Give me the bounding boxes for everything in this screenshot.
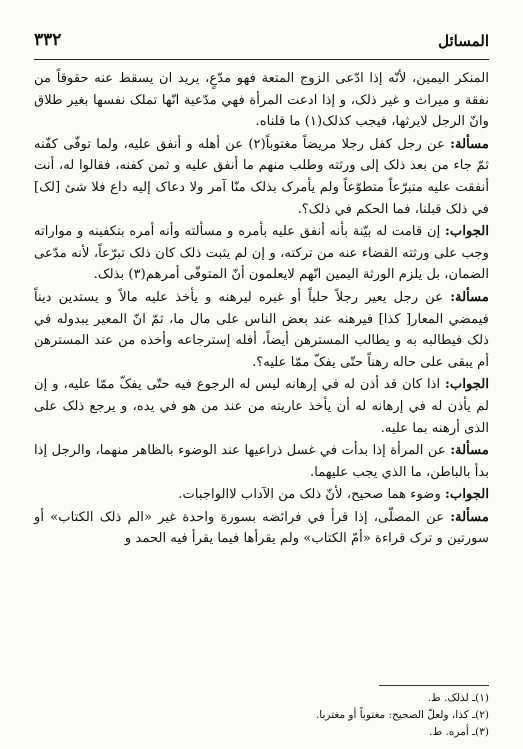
paragraph: [34, 221, 489, 286]
question-label: مسألة:: [450, 136, 489, 152]
footnote: (١)ـ لذلک. ط.: [427, 692, 489, 704]
footnote-rule: [379, 685, 489, 686]
paragraph-text: عن المرأة إذا بدأت في غسل ذراعيها عند الوضوء بالظاهر منهما، والرجل إذا بدأ بالباطن، ما الذي يجب عليهما.: [34, 443, 489, 480]
page-header: [34, 30, 489, 56]
paragraph: [34, 287, 489, 373]
answer-label: الجواب:: [445, 377, 489, 393]
paragraph-text: إن قامت له بيّنة بأنه أنفق عليه بأمره و مسألته وأنه أمره بتكفينه و مواراته وجب على ورثته القضاء عنه من تركته، و إن لم يثبت ذلک كان ذلک تبرّعاً، لأنه مدّعى الضمان، بل يلزم الورثة اليمين انّهم لايعلمون أنّ المتوفّى أمرهم(٣) بذلک.: [34, 224, 489, 283]
footnote: (٣)ـ أمره. ط.: [429, 726, 489, 738]
paragraph-text: عن المصلّى، إذا قرأ في فرائضه بسورة واحدة غير «الم ذلک الكتاب» أو سورتين و ترک قراءة «أمّ الكتاب» ولم يقرأها فيما يقرأ فيه الحمد و: [34, 509, 489, 547]
footnotes: [34, 690, 489, 741]
paragraph-text: عن رجل يعير رجلاً حلياً أو غيره ليرهنه و يأخذ عليه مالاً و يستدين ديناً فيمضي المعار[ كذا] فيرهنه عند بعض الناس على مال ما، ثمّ انّ المعير يبدوله في ذلک فيطالبه به و يطالب المسترهن أيضاً، أفله إسترجاعه وأخذه من عند المسترهن أم يبقى على حاله رهناً حتّى يفکّ ممّا عليه؟.: [34, 289, 489, 370]
paragraph-text: وضوء هما صحيح، لأنّ ذلک من الآداب لاالواجبات.: [178, 487, 446, 503]
question-label: مسألة:: [450, 443, 489, 459]
answer-label: الجواب:: [445, 224, 489, 240]
paragraph-text: اذا كان قد أذن له في إرهانه ليس له الرجوع فيه حتّى يفکّ ممّا عليه، و إن لم يأذن له في إرهانه له أن يأخذ عاريته من عند من هو في يده، و يرجع ذلک على الذى أرهنه بما عليه.: [34, 377, 489, 436]
paragraph: [34, 134, 489, 220]
paragraph: [34, 440, 489, 483]
paragraph: [34, 68, 489, 133]
page-number: ٣٣٢: [34, 30, 62, 50]
paragraph: [34, 507, 489, 550]
running-title: المسائل: [438, 32, 489, 50]
paragraph-text: المنكر اليمين، لأنّه إذا ادّعى الزوج المتعة فهو مدّعٍ، يريد ان يسقط عنه حقوقاً من نفقة و ميراث و غير ذلک، و إذا ادعت المرأة فهي مدّعية انّها تملک نفسها بغير طلاق وانّ الرجل لايرثها، فيجب كذلک(١) ما قلناه.: [34, 71, 489, 130]
footnote: (٢)ـ كذا، ولعلّ الصحيح: مغتوباً أو مغتربا.: [315, 709, 489, 721]
paragraph: [34, 484, 489, 506]
question-label: مسألة:: [450, 509, 489, 525]
answer-label: الجواب:: [445, 487, 489, 503]
main-text: [34, 68, 489, 551]
header-rule: [34, 59, 489, 60]
paragraph-text: عن رجل كفل رجلا مريضاً مغتوباً(٢) عن أهله و أنفق عليه، ولما توفّى كفّنه ثمّ جاء من بعد ذلک إلى ورثته وطلب منهم ما أنفق عليه و ثمن كفنه، فقالوا له، أنت أنفقت عليه متبرّعاً متطوّعاً ولم يأمرک بذلک منّا آمر ولا دعاک إليه داع فلا شئ [لک] في ذلک قبلنا، فما الحكم في ذلک؟.: [34, 136, 489, 217]
question-label: مسألة:: [450, 289, 489, 305]
paragraph: [34, 374, 489, 439]
